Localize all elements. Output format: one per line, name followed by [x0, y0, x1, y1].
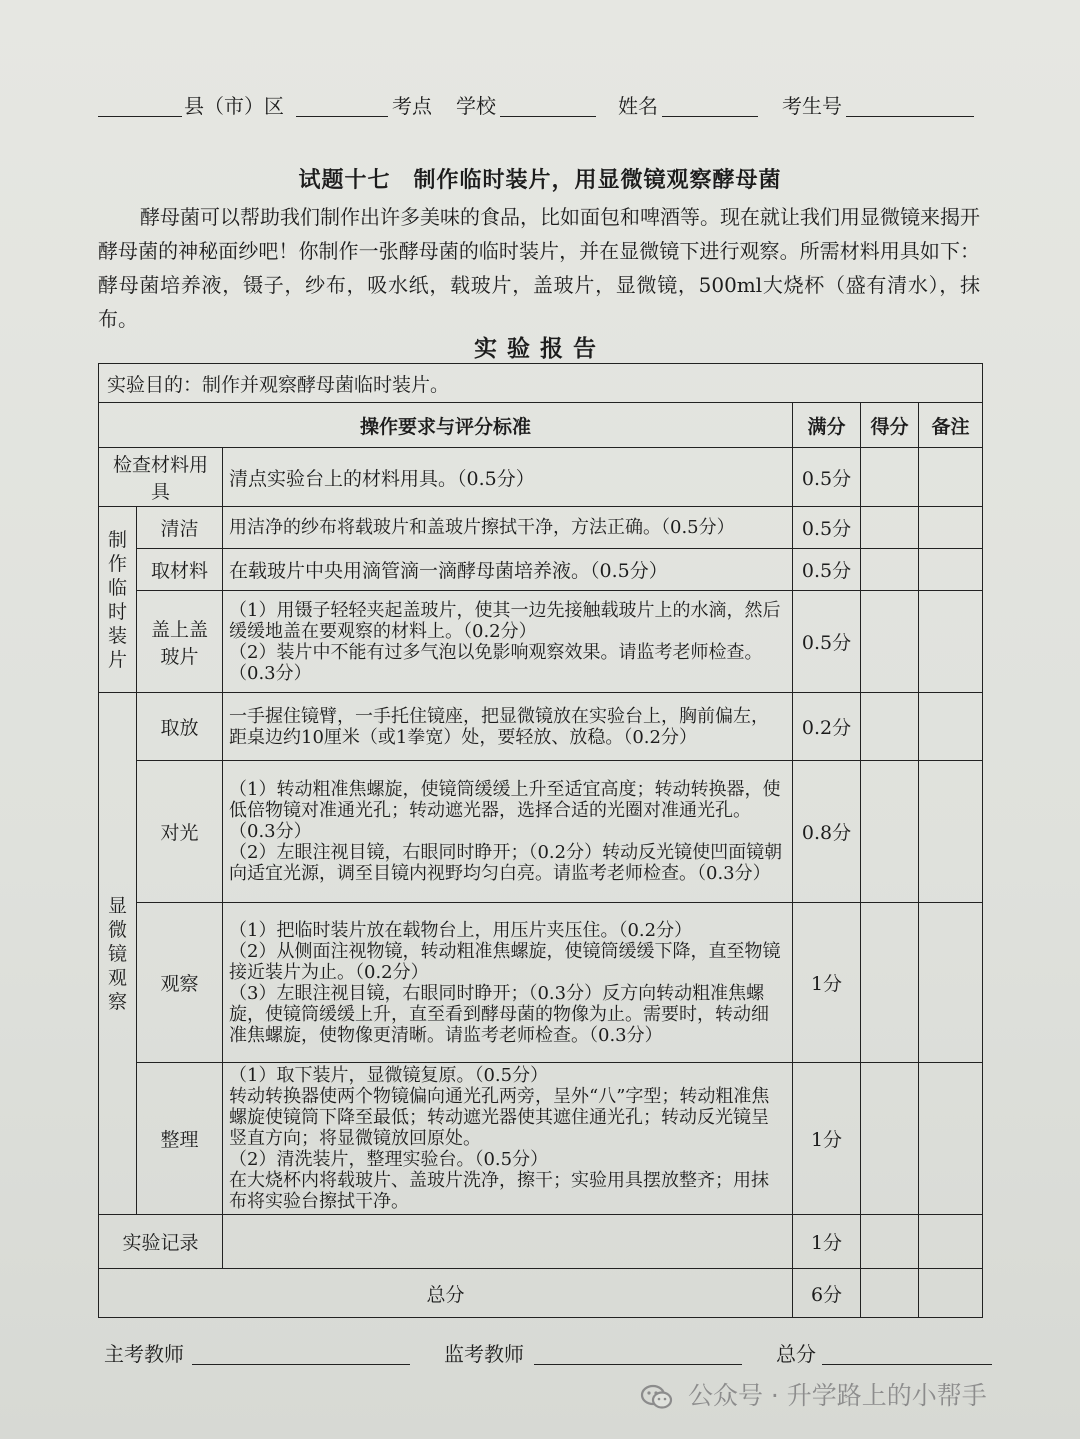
full-cover: 0.5分 — [793, 591, 861, 693]
table-row — [99, 591, 983, 693]
row-text-check: 清点实验台上的材料用具。（0.5分） — [223, 448, 793, 507]
full-check: 0.5分 — [793, 448, 861, 507]
chief-examiner-blank[interactable] — [192, 1364, 410, 1365]
row-label-record: 实验记录 — [99, 1215, 223, 1269]
score-cell[interactable] — [861, 903, 919, 1063]
row-text-tidy — [223, 1063, 793, 1215]
light-step-2: （2）左眼注视目镜，右眼同时睁开；（0.2分）转动反光镜使凹面镜朝向适宜光源，调至目镜内视野均匀白亮。请监考老师检查。（0.3分） — [229, 842, 783, 884]
score-header: 得分 — [861, 403, 919, 448]
row-text-observe — [223, 903, 793, 1063]
row-label-take: 取材料 — [137, 549, 223, 591]
county-blank[interactable] — [98, 116, 182, 117]
score-cell[interactable] — [861, 591, 919, 693]
chief-examiner-label: 主考教师 — [104, 1342, 184, 1366]
full-observe: 1分 — [793, 903, 861, 1063]
watermark-text: 公众号 · 升学路上的小帮手 — [687, 1381, 987, 1410]
tidy-step-2: （2）清洗装片，整理实验台。（0.5分） — [229, 1149, 549, 1170]
criteria-header: 操作要求与评分标准 — [99, 403, 793, 448]
row-text-clean: 用洁净的纱布将载玻片和盖玻片擦拭干净，方法正确。（0.5分） — [223, 507, 793, 549]
table-row — [99, 549, 983, 591]
tidy-step-2-detail: 在大烧杯内将载玻片、盖玻片洗净，擦干；实验用具摆放整齐；用抹布将实验台擦拭干净。 — [229, 1170, 769, 1212]
full-tidy: 1分 — [793, 1063, 861, 1215]
footer-total-label: 总分 — [776, 1342, 816, 1366]
exam-no-label: 考生号 — [782, 94, 842, 118]
observe-step-3: （3）左眼注视目镜，右眼同时睁开；（0.3分）反方向转动粗准焦螺旋，使镜筒缓缓上升，直至看到酵母菌的物像为止。需要时，转动细准焦螺旋，使物像更清晰。请监考老师检查。（0.3分） — [229, 982, 769, 1046]
note-header: 备注 — [919, 403, 983, 448]
tidy-step-1-detail: 转动转换器使两个物镜偏向通光孔两旁，呈外“八”字型；转动粗准焦螺旋使镜筒下降至最低；转动遮光器使其遮住通光孔；转动反光镜呈竖直方向；将显微镜放回原处。 — [229, 1086, 770, 1149]
total-row — [99, 1269, 983, 1318]
name-label: 姓名 — [618, 94, 658, 118]
school-blank[interactable] — [500, 116, 596, 117]
exam-no-blank[interactable] — [846, 116, 974, 117]
note-cell[interactable] — [919, 591, 983, 693]
row-label-tidy: 整理 — [137, 1063, 223, 1215]
row-text-cover — [223, 591, 793, 693]
full-take: 0.5分 — [793, 549, 861, 591]
note-cell[interactable] — [919, 693, 983, 761]
observe-step-2: （2）从侧面注视物镜，转动粗准焦螺旋，使镜筒缓缓下降，直至物镜接近装片为止。（0.2分） — [229, 940, 781, 983]
footer-signatures — [104, 1338, 994, 1370]
proctor-blank[interactable] — [534, 1364, 742, 1365]
tidy-step-1: （1）取下装片，显微镜复原。（0.5分） — [229, 1065, 549, 1086]
score-cell[interactable] — [861, 448, 919, 507]
intro-paragraph: 酵母菌可以帮助我们制作出许多美味的食品，比如面包和啤酒等。现在就让我们用显微镜来揭开酵母菌的神秘面纱吧！你制作一张酵母菌的临时装片，并在显微镜下进行观察。所需材料用具如下：酵母菌培养液，镊子，纱布，吸水纸，载玻片，盖玻片，显微镜，500ml大烧杯（盛有清水），抹布。 — [98, 205, 980, 331]
header-fields — [98, 90, 978, 120]
light-step-1: （1）转动粗准焦螺旋，使镜筒缓缓上升至适宜高度；转动转换器，使低倍物镜对准通光孔；转动遮光器，选择合适的光圈对准通光孔。（0.3分） — [229, 779, 781, 842]
total-label: 总分 — [99, 1269, 793, 1318]
score-cell[interactable] — [861, 1063, 919, 1215]
cover-step-1: （1）用镊子轻轻夹起盖玻片，使其一边先接触载玻片上的水滴，然后缓缓地盖在要观察的材料上。（0.2分） — [229, 599, 781, 642]
row-label-cover: 盖上盖玻片 — [137, 591, 223, 693]
row-label-place: 取放 — [137, 693, 223, 761]
score-cell[interactable] — [861, 507, 919, 549]
full-header: 满分 — [793, 403, 861, 448]
proctor-label: 监考教师 — [444, 1342, 524, 1366]
note-cell[interactable] — [919, 761, 983, 903]
county-label: 县（市）区 — [184, 94, 284, 118]
note-cell[interactable] — [919, 1269, 983, 1318]
row-text-light — [223, 761, 793, 903]
group-label-slide: 制作临时装片 — [99, 507, 137, 693]
observe-step-1: （1）把临时装片放在载物台上，用压片夹压住。（0.2分） — [229, 919, 693, 941]
note-cell[interactable] — [919, 903, 983, 1063]
note-cell[interactable] — [919, 1215, 983, 1269]
score-cell[interactable] — [861, 693, 919, 761]
table-row — [99, 761, 983, 903]
table-row — [99, 903, 983, 1063]
school-label: 学校 — [456, 94, 496, 118]
report-table — [98, 363, 983, 1318]
row-text-place: 一手握住镜臂，一手托住镜座，把显微镜放在实验台上，胸前偏左，距桌边约10厘米（或1拳宽）处，要轻放、放稳。（0.2分） — [223, 693, 793, 761]
score-cell[interactable] — [861, 549, 919, 591]
name-blank[interactable] — [662, 116, 758, 117]
table-row — [99, 1215, 983, 1269]
note-cell[interactable] — [919, 448, 983, 507]
row-text-take: 在载玻片中央用滴管滴一滴酵母菌培养液。（0.5分） — [223, 549, 793, 591]
score-cell[interactable] — [861, 1215, 919, 1269]
row-label-light: 对光 — [137, 761, 223, 903]
table-row — [99, 693, 983, 761]
full-record: 1分 — [793, 1215, 861, 1269]
wechat-icon — [640, 1383, 674, 1411]
record-cell[interactable] — [223, 1215, 793, 1269]
site-label: 考点 — [392, 94, 432, 118]
row-label-check: 检查材料用具 — [99, 448, 223, 507]
purpose-row: 实验目的：制作并观察酵母菌临时装片。 — [99, 364, 983, 403]
district-blank[interactable] — [296, 116, 388, 117]
note-cell[interactable] — [919, 507, 983, 549]
footer-total-blank[interactable] — [822, 1364, 992, 1365]
table-row — [99, 507, 983, 549]
cover-step-2: （2）装片中不能有过多气泡以免影响观察效果。请监考老师检查。（0.3分） — [229, 641, 763, 684]
table-row — [99, 1063, 983, 1215]
score-cell[interactable] — [861, 761, 919, 903]
row-label-clean: 清洁 — [137, 507, 223, 549]
full-place: 0.2分 — [793, 693, 861, 761]
full-clean: 0.5分 — [793, 507, 861, 549]
question-title: 试题十七 制作临时装片，用显微镜观察酵母菌 — [298, 167, 782, 193]
table-row — [99, 448, 983, 507]
note-cell[interactable] — [919, 1063, 983, 1215]
note-cell[interactable] — [919, 549, 983, 591]
watermark — [640, 1376, 1060, 1416]
header-row — [99, 403, 983, 448]
score-cell[interactable] — [861, 1269, 919, 1318]
report-title: 实验报告 — [474, 335, 606, 362]
row-label-observe: 观察 — [137, 903, 223, 1063]
full-light: 0.8分 — [793, 761, 861, 903]
group-label-microscope: 显微镜观察 — [99, 693, 137, 1215]
full-total: 6分 — [793, 1269, 861, 1318]
